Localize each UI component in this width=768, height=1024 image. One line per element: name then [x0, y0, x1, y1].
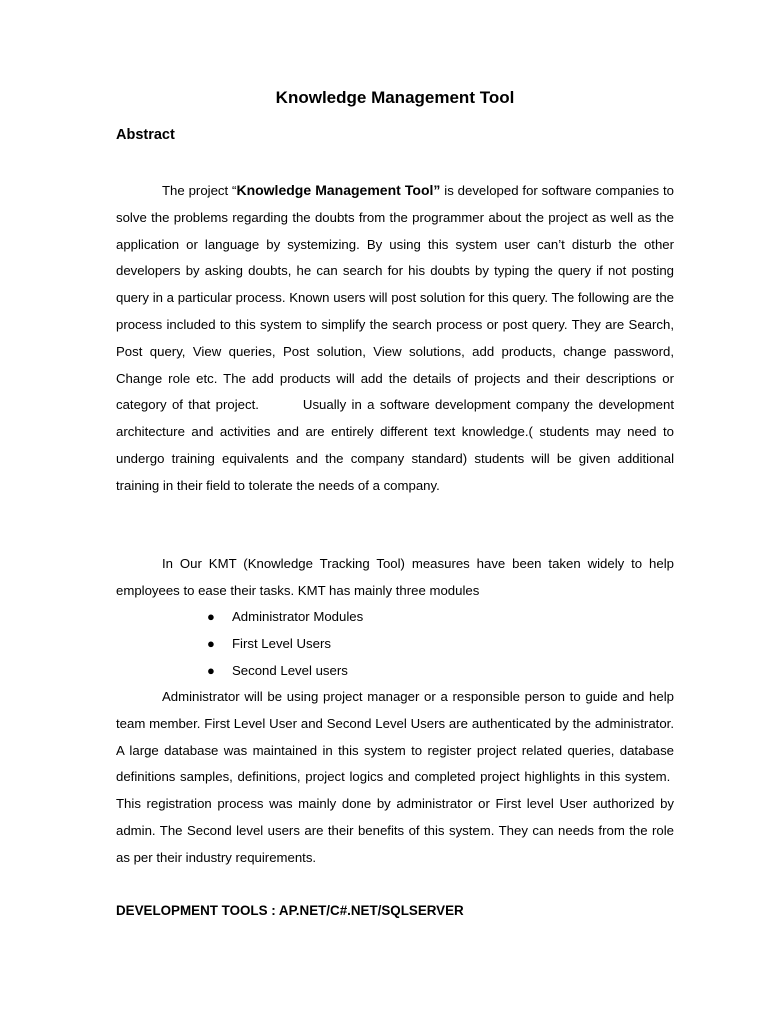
paragraph-lead: The project “	[162, 183, 237, 198]
module-label: First Level Users	[232, 635, 331, 651]
paragraph-kmt-text: In Our KMT (Knowledge Tracking Tool) measures have been taken widely to help employees to ease their tasks. KMT has mainly three modules	[116, 556, 674, 598]
paragraph-kmt-overview	[116, 551, 674, 605]
modules-list	[0, 604, 363, 684]
paragraph-part2: Usually in a software development company the development architecture and activities and are entirely different text knowledge.( students may need to undergo training equivalents and the company standard) students will be given additional training in their field to tolerate the needs of a company.	[116, 397, 675, 493]
paragraph-admin-text: Administrator will be using project manager or a responsible person to guide and help team member. First Level User and Second Level Users are authenticated by the administrator. A large database was maintained in this system to register project related queries, database definitions samples, definitions, project logics and completed project highlights in this system. This registration process was mainly done by administrator or First level User authorized by admin. The Second level users are their benefits of this system. They can needs from the role as per their industry requirements.	[116, 689, 674, 865]
bullet-icon: ●	[207, 635, 215, 651]
project-name: Knowledge Management Tool”	[236, 182, 441, 198]
abstract-heading: Abstract	[116, 127, 175, 143]
paragraph-administrator	[116, 684, 674, 872]
page-title: Knowledge Management Tool	[275, 88, 515, 107]
paragraph-part1: is developed for software companies to solve the problems regarding the doubts from the programmer about the project as well as the application or language by systemizing. By using this system user can’t disturb the other developers by asking doubts, he can search for his doubts by typing the query if not posting query in a particular process. Known users will post solution for this query. The following are the process included to this system to simplify the search process or post query. They are Search, Post query, View queries, Post solution, View solutions, add products, change password, Change role etc. The add products will add the details of projects and their descriptions or category of that project.	[116, 183, 675, 413]
list-item	[0, 658, 363, 685]
module-label: Administrator Modules	[232, 609, 364, 624]
module-label: Second Level users	[232, 662, 348, 678]
development-tools: DEVELOPMENT TOOLS : AP.NET/C#.NET/SQLSERVER	[116, 903, 464, 918]
paragraph-project-intro	[116, 177, 674, 500]
list-item	[0, 604, 363, 631]
bullet-icon: ●	[207, 662, 215, 678]
bullet-icon: ●	[207, 609, 215, 624]
list-item	[0, 631, 363, 658]
